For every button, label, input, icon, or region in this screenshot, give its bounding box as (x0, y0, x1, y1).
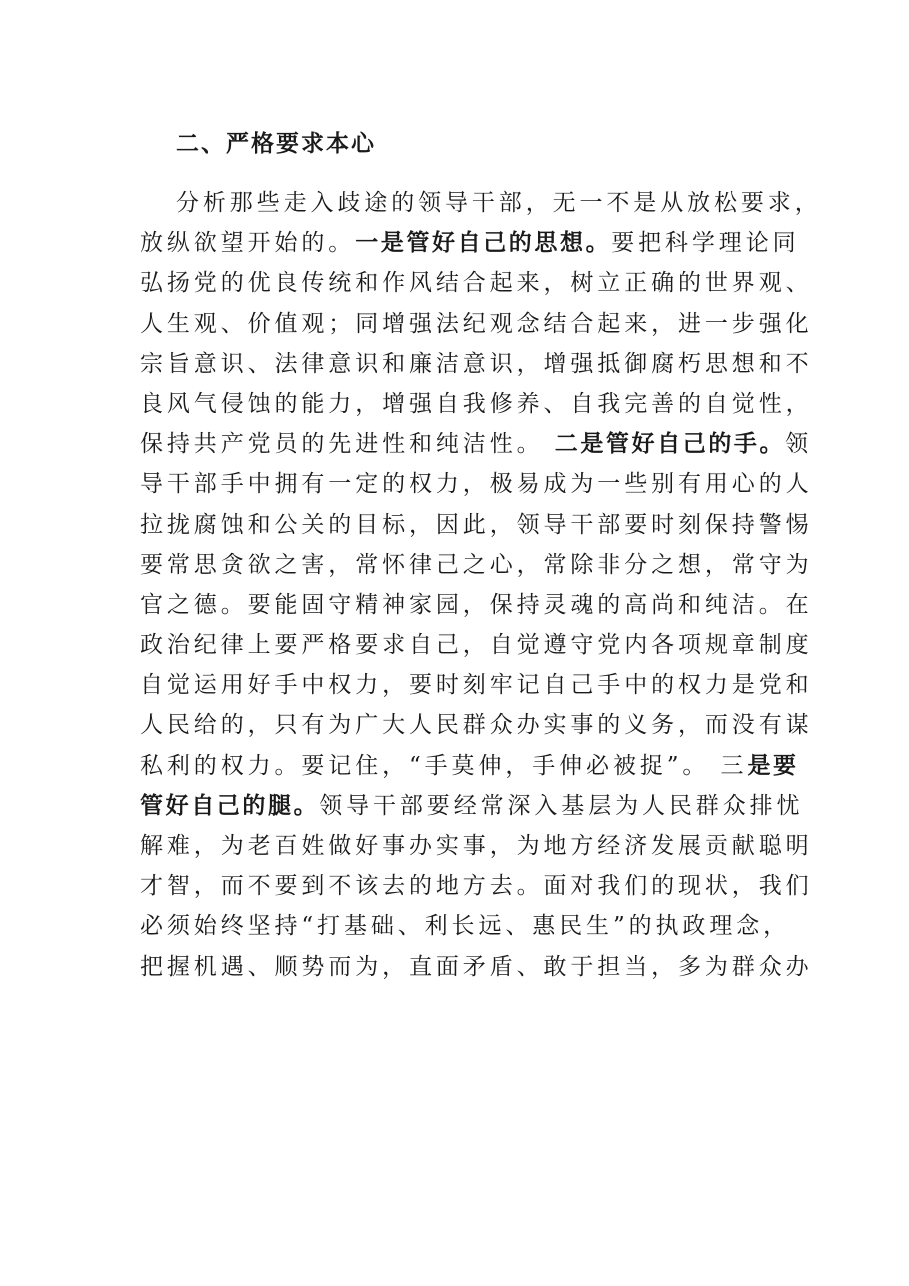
text-line (140, 906, 791, 946)
text-segment: 要把科学理论同 (611, 230, 800, 257)
text-segment: 自觉运用好手中权力，要时刻牢记自己手中的权力是党和 (140, 672, 813, 699)
text-segment: 分析那些走入歧途的领导干部，无一不是从放松要求， (176, 190, 822, 216)
text-line (140, 625, 813, 665)
text-line (140, 505, 813, 545)
text-segment: 官之德。要能固守精神家园，保持灵魂的高尚和纯洁。在 (140, 591, 813, 618)
text-segment: 解难，为老百姓做好事办实事，为地方经济发展贡献聪明 (140, 833, 813, 859)
text-segment: 人民给的，只有为广大人民群众办实事的义务，而没有谋 (140, 712, 813, 739)
text-line (140, 746, 799, 786)
text-segment: 弘扬党的优良传统和作风结合起来，树立正确的世界观、 (140, 270, 813, 297)
text-line (140, 223, 800, 263)
text-line (140, 585, 813, 625)
text-segment: 领导干部要经常深入基层为人民群众排忧 (319, 792, 804, 819)
text-segment: 保持共产党员的先进性和纯洁性。 (140, 431, 555, 458)
text-line (140, 263, 813, 303)
text-segment: 才智，而不要到不该去的地方去。面对我们的现状，我们 (140, 873, 813, 900)
text-line (140, 705, 813, 745)
text-line (140, 464, 813, 504)
text-line (140, 384, 813, 424)
bold-text-segment: 是要 (747, 752, 799, 779)
text-segment: 要常思贪欲之害，常怀律己之心，常除非分之想，常守为 (140, 551, 813, 578)
text-segment: 必须始终坚持“打基础、利长远、惠民生”的执政理念， (140, 913, 791, 940)
text-segment: 私利的权力。要记住，“手莫伸，手伸必被捉”。 三 (140, 752, 748, 779)
text-line (140, 424, 813, 464)
text-line (140, 665, 813, 705)
text-line (140, 344, 813, 384)
text-line (140, 545, 813, 585)
text-segment: 宗旨意识、法律意识和廉洁意识，增强抵御腐朽思想和不 (140, 350, 813, 377)
text-segment: 把握机遇、顺势而为，直面矛盾、敢于担当，多为群众办 (140, 953, 813, 980)
text-segment: 人生观、价值观；同增强法纪观念结合起来，进一步强化 (140, 310, 813, 337)
text-segment: 领 (785, 431, 813, 458)
text-line (140, 866, 813, 906)
text-segment: 良风气侵蚀的能力，增强自我修养、自我完善的自觉性， (140, 390, 813, 417)
text-segment: 拉拢腐蚀和公关的目标，因此，领导干部要时刻保持警惕 (140, 511, 813, 538)
text-line (140, 786, 804, 826)
text-line (140, 304, 813, 344)
text-segment: 政治纪律上要严格要求自己，自觉遵守党内各项规章制度 (140, 632, 813, 659)
text-line (140, 947, 813, 987)
section-heading: 二、严格要求本心 (176, 131, 376, 157)
bold-text-segment: 二是管好自己的手。 (554, 431, 786, 458)
bold-text-segment: 一是管好自己的思想。 (355, 230, 612, 257)
text-segment: 放纵欲望开始的。 (140, 230, 356, 257)
body-paragraph (140, 183, 822, 987)
text-line (140, 183, 822, 223)
text-line (140, 826, 813, 866)
text-segment: 导干部手中拥有一定的权力，极易成为一些别有用心的人 (140, 471, 813, 498)
bold-text-segment: 管好自己的腿。 (140, 792, 320, 819)
